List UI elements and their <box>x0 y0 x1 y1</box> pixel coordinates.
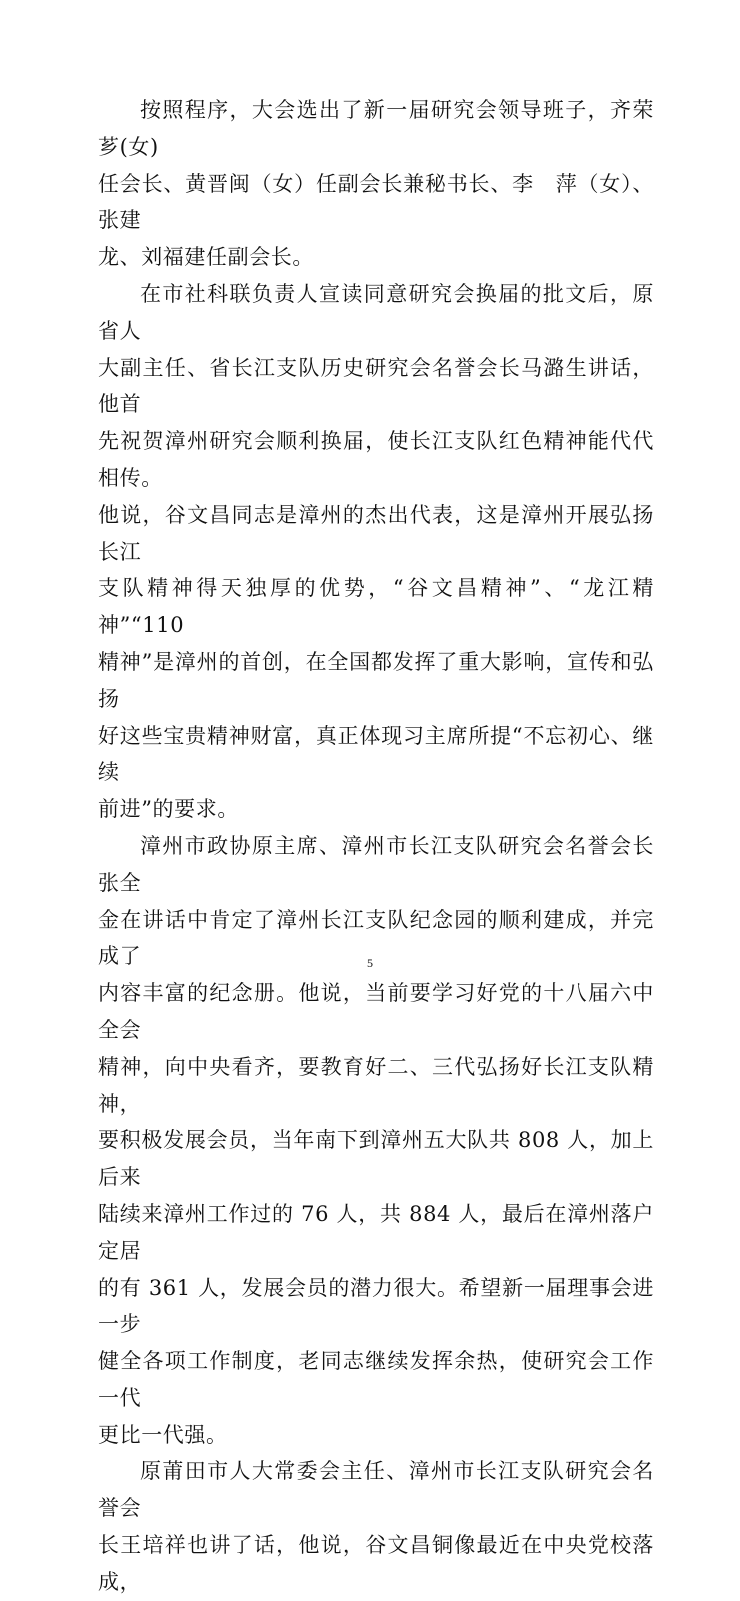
paragraph-leadership-election: 按照程序，大会选出了新一届研究会领导班子，齐荣芗(女) 任会长、黄晋闽（女）任副会长兼秘书长、李 萍（女）、张建 龙、刘福建任副会长。 <box>98 98 654 270</box>
paragraph-ma-lusheng-speech: 在市社科联负责人宣读同意研究会换届的批文后，原省人 大副主任、省长江支队历史研究会名誉会长马潞生讲话，他首 先祝贺漳州研究会顺利换届，使长江支队红色精神能代代相传。 他说，谷文昌同志是漳州的杰出代表，这是漳州开展弘扬长江 支队精神得天独厚的优势，“谷文昌精神”、“龙江精神”“110 精神”是漳州的首创，在全国都发挥了重大影响，宣传和弘扬 好这些宝贵精神财富，真正体现习主席所提“不忘初心、继续 前进”的要求。 <box>98 281 654 822</box>
document-body <box>98 92 654 1601</box>
paragraph-wang-peixiang-speech: 原莆田市人大常委会主任、漳州市长江支队研究会名誉会 长王培祥也讲了话，他说，谷文昌铜像最近在中央党校落成， <box>98 1459 654 1594</box>
page-number: 5 <box>367 956 373 970</box>
paragraph-zhang-quanjin-speech: 漳州市政协原主席、漳州市长江支队研究会名誉会长张全 金在讲话中肯定了漳州长江支队纪念园的顺利建成，并完成了 内容丰富的纪念册。他说，当前要学习好党的十八届六中全会 精神，向中央看齐，要教育好二、三代弘扬好长江支队精神， 要积极发展会员，当年南下到漳州五大队共 808 人，加上后来 陆续来漳州工作过的 76 人，共 884 人，最后在漳州落户定居 的有 361 人，发展会员的潜力很大。希望新一届理事会进一步 健全各项工作制度，老同志继续发挥余热，使研究会工作一代 更比一代强。 <box>98 833 654 1447</box>
